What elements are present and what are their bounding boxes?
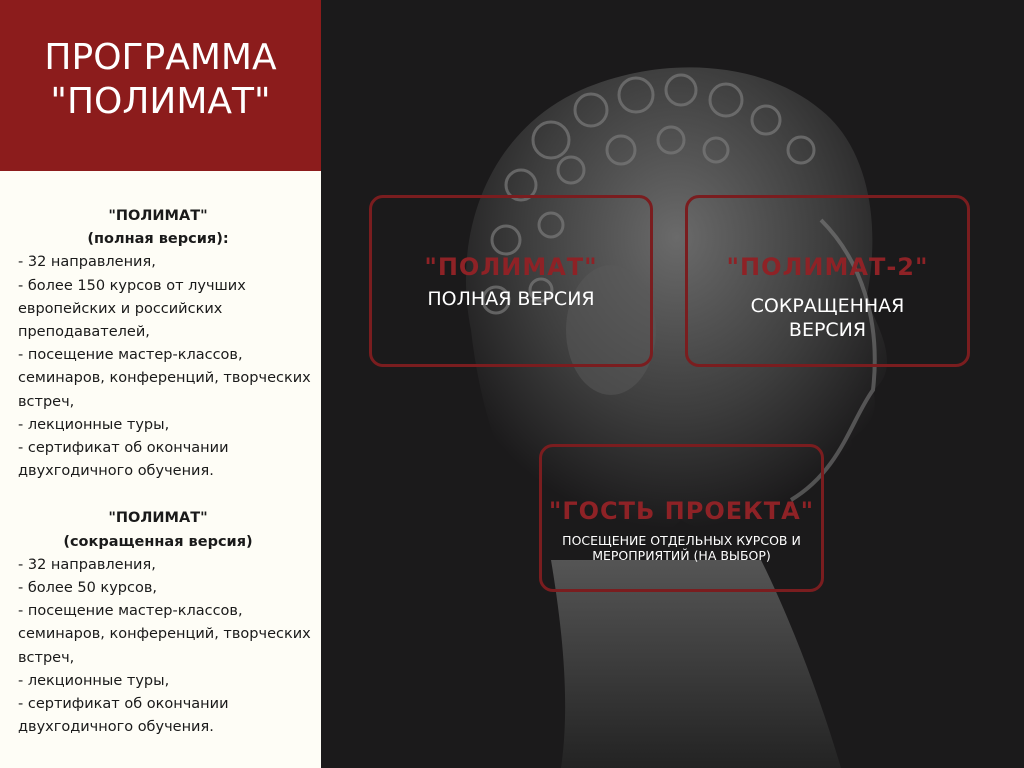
- card-polimat[interactable]: [369, 195, 653, 367]
- card-polimat-2-title: "ПОЛИМАТ-2": [726, 253, 929, 281]
- card-polimat-2-subtitle: СОКРАЩЕННАЯ ВЕРСИЯ: [750, 295, 905, 341]
- left-panel: [0, 0, 321, 768]
- full-version-list: - 32 направления, - более 150 курсов от лучших европейских и российских преподавателей, - посещение мастер-классов, семинаров, конференций, творческих встреч, - лекционные туры, - сертификат об окончании двухгодичного обучения.: [18, 254, 311, 480]
- spacer: [18, 483, 318, 507]
- short-version-list: - 32 направления, - более 50 курсов, - посещение мастер-классов, семинаров, конференций, творческих встреч, - лекционные туры, - сертификат об окончании двухгодичного обучения.: [18, 556, 311, 736]
- title-banner: [0, 0, 321, 171]
- short-version-heading: "ПОЛИМАТ" (сокращенная версия): [63, 510, 253, 550]
- page-title: ПРОГРАММА "ПОЛИМАТ": [44, 37, 277, 122]
- statue-head-image: [321, 0, 1024, 768]
- card-polimat-title: "ПОЛИМАТ": [424, 253, 598, 281]
- full-version-heading: "ПОЛИМАТ" (полная версия):: [87, 208, 229, 248]
- program-description: [18, 205, 318, 739]
- card-guest-title: "ГОСТЬ ПРОЕКТА": [548, 497, 815, 525]
- card-guest[interactable]: [539, 444, 824, 592]
- card-polimat-2[interactable]: [685, 195, 970, 367]
- card-polimat-subtitle: ПОЛНАЯ ВЕРСИЯ: [427, 288, 595, 310]
- card-guest-subtitle: ПОСЕЩЕНИЕ ОТДЕЛЬНЫХ КУРСОВ И МЕРОПРИЯТИЙ (НА ВЫБОР): [562, 533, 801, 563]
